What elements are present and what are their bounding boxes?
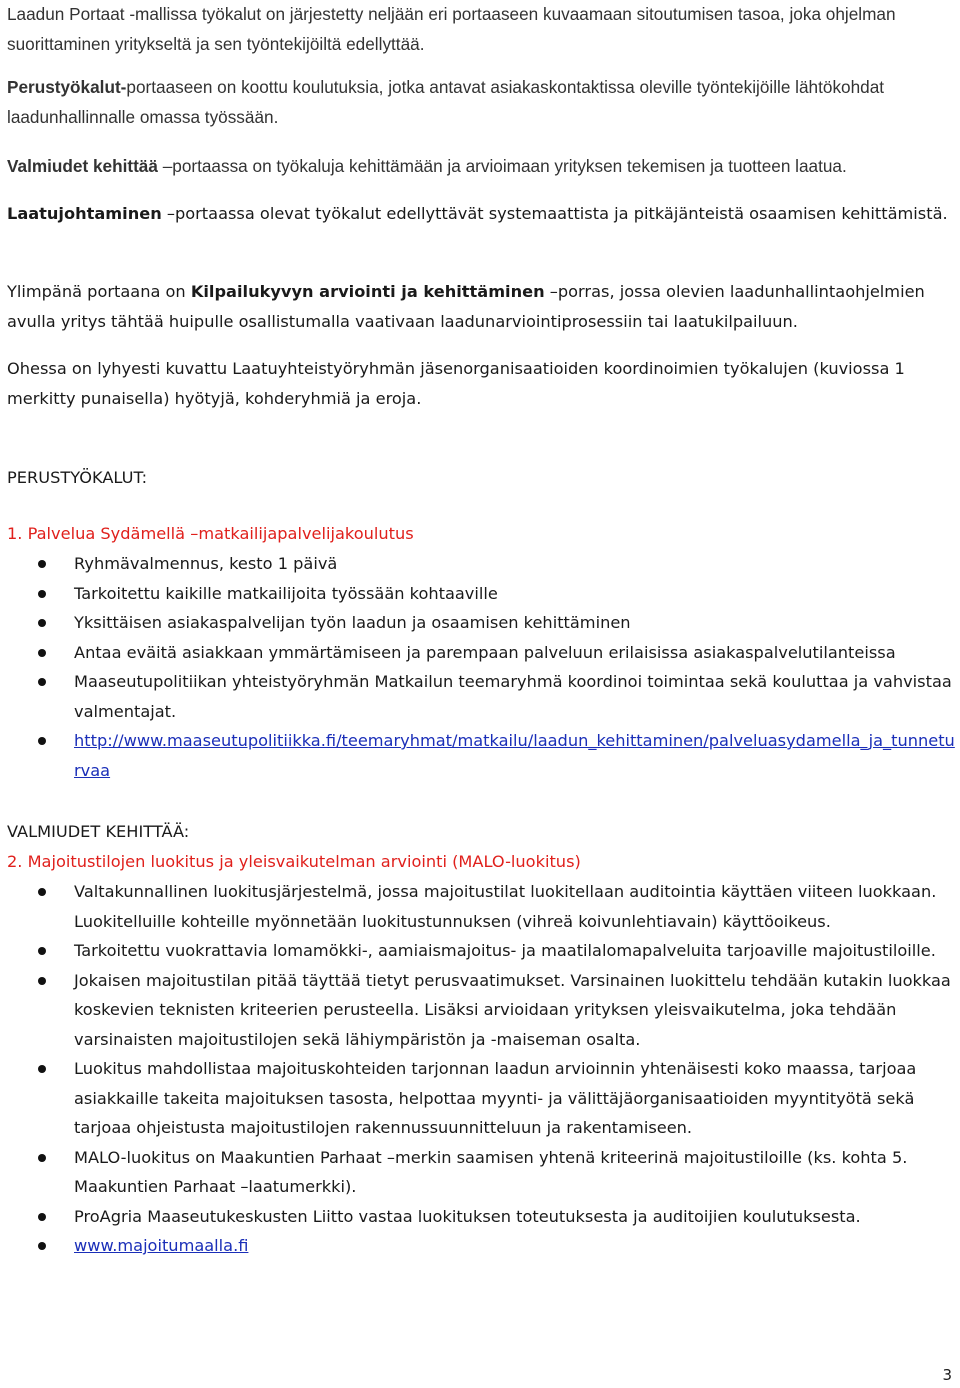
list-item: Tarkoitettu kaikille matkailijoita työssään kohtaaville bbox=[7, 579, 960, 609]
section-1-list bbox=[7, 549, 960, 785]
perustyokalut-term: Perustyökalut- bbox=[7, 77, 127, 97]
valmiudet-term: Valmiudet kehittää bbox=[7, 156, 158, 176]
intro-paragraph-1: Laadun Portaat -mallissa työkalut on järjestetty neljään eri portaaseen kuvaamaan sitoutumisen tasoa, joka ohjelman suorittaminen yritykseltä ja sen työntekijöiltä edellyttää. bbox=[7, 4, 896, 54]
kilpailukyky-term: Kilpailukyvyn arviointi ja kehittäminen bbox=[190, 282, 545, 301]
list-item: Jokaisen majoitustilan pitää täyttää tietyt perusvaatimukset. Varsinainen luokittelu tehdään kutakin luokkaa koskevien teknisten kriteerien perusteella. Lisäksi arvioidaan yrityksen yleisvaikutelma, joka tehdään varsinaisten majoitustilojen sekä lähiympäristön ja -maiseman osalta. bbox=[7, 966, 957, 1055]
intro-paragraph-5-text: –porras, jossa olevien laadunhallintaohjelmien avulla yritys tähtää huipulle osallistumalla vaativaan laadunarviointiprosessiin tai laatukilpailuun. bbox=[7, 282, 925, 331]
list-item: Valtakunnallinen luokitusjärjestelmä, jossa majoitustilat luokitellaan auditointia käyttäen viiteen luokkaan. Luokitelluille kohteille myönnetään luokitustunnuksen (vihreä koivunlehtiavain) käyttöoikeus. bbox=[7, 877, 957, 936]
intro-paragraph-5 bbox=[7, 277, 957, 336]
intro-paragraph-2-text: portaaseen on koottu koulutuksia, jotka antavat asiakaskontaktissa oleville työntekijöille lähtökohdat laadunhallinnalle omassa työssään. bbox=[7, 77, 885, 127]
list-item bbox=[7, 726, 960, 785]
list-item: Antaa eväitä asiakkaan ymmärtämiseen ja parempaan palveluun erilaisissa asiakaspalvelutilanteissa bbox=[7, 638, 960, 668]
intro-paragraph-5-lead: Ylimpänä portaana on bbox=[7, 282, 191, 301]
section-2-title: 2. Majoitustilojen luokitus ja yleisvaikutelman arviointi (MALO-luokitus) bbox=[7, 852, 581, 871]
list-item: Luokitus mahdollistaa majoituskohteiden tarjonnan laadun arvioinnin yhtenäisesti koko maassa, tarjoaa asiakkaille takeita majoituksen tasosta, helpottaa myynti- ja välittäjäorganisaatioiden myyntityötä sekä tarjoaa ohjeistusta majoitustilojen rakennussuunnitteluun ja rakentamiseen. bbox=[7, 1054, 957, 1143]
intro-paragraph-3 bbox=[7, 152, 957, 182]
section-1-title: 1. Palvelua Sydämellä –matkailijapalvelijakoulutus bbox=[7, 524, 414, 543]
list-item: Ryhmävalmennus, kesto 1 päivä bbox=[7, 549, 960, 579]
list-item bbox=[7, 1231, 957, 1261]
laatujohtaminen-term: Laatujohtaminen bbox=[7, 204, 162, 223]
intro-paragraph-4-text: –portaassa olevat työkalut edellyttävät systemaattista ja pitkäjänteistä osaamisen kehittämistä. bbox=[161, 204, 948, 223]
page-number: 3 bbox=[942, 1366, 952, 1384]
list-item: Yksittäisen asiakaspalvelijan työn laadun ja osaamisen kehittäminen bbox=[7, 608, 960, 638]
majoitumaalla-link[interactable]: www.majoitumaalla.fi bbox=[74, 1236, 249, 1255]
intro-paragraph-2 bbox=[7, 73, 957, 132]
list-item: Maaseutupolitiikan yhteistyöryhmän Matkailun teemaryhmä koordinoi toimintaa sekä kouluttaa ja vahvistaa valmentajat. bbox=[7, 667, 960, 726]
palvelua-sydamella-link[interactable]: http://www.maaseutupolitiikka.fi/teemaryhmat/matkailu/laadun_kehittaminen/palveluasydamella_ja_tunneturvaa bbox=[74, 731, 955, 780]
section-2-list bbox=[7, 877, 957, 1261]
intro-paragraph-4 bbox=[7, 199, 957, 229]
list-item: MALO-luokitus on Maakuntien Parhaat –merkin saamisen yhtenä kriteerinä majoitustiloille (ks. kohta 5. Maakuntien Parhaat –laatumerkki). bbox=[7, 1143, 957, 1202]
section-2-heading: VALMIUDET KEHITTÄÄ: bbox=[7, 822, 190, 841]
section-1-heading: PERUSTYÖKALUT: bbox=[7, 468, 148, 487]
intro-paragraph-6: Ohessa on lyhyesti kuvattu Laatuyhteistyöryhmän jäsenorganisaatioiden koordinoimien työkalujen (kuviossa 1 merkitty punaisella) hyötyjä, kohderyhmiä ja eroja. bbox=[7, 359, 905, 408]
intro-paragraph-3-text: –portaassa on työkaluja kehittämään ja arvioimaan yrityksen tekemisen ja tuotteen laatua. bbox=[157, 156, 847, 176]
list-item: Tarkoitettu vuokrattavia lomamökki-, aamiaismajoitus- ja maatilalomapalveluita tarjoaville majoitustiloille. bbox=[7, 936, 957, 966]
list-item: ProAgria Maaseutukeskusten Liitto vastaa luokituksen toteutuksesta ja auditoijien koulutuksesta. bbox=[7, 1202, 957, 1232]
